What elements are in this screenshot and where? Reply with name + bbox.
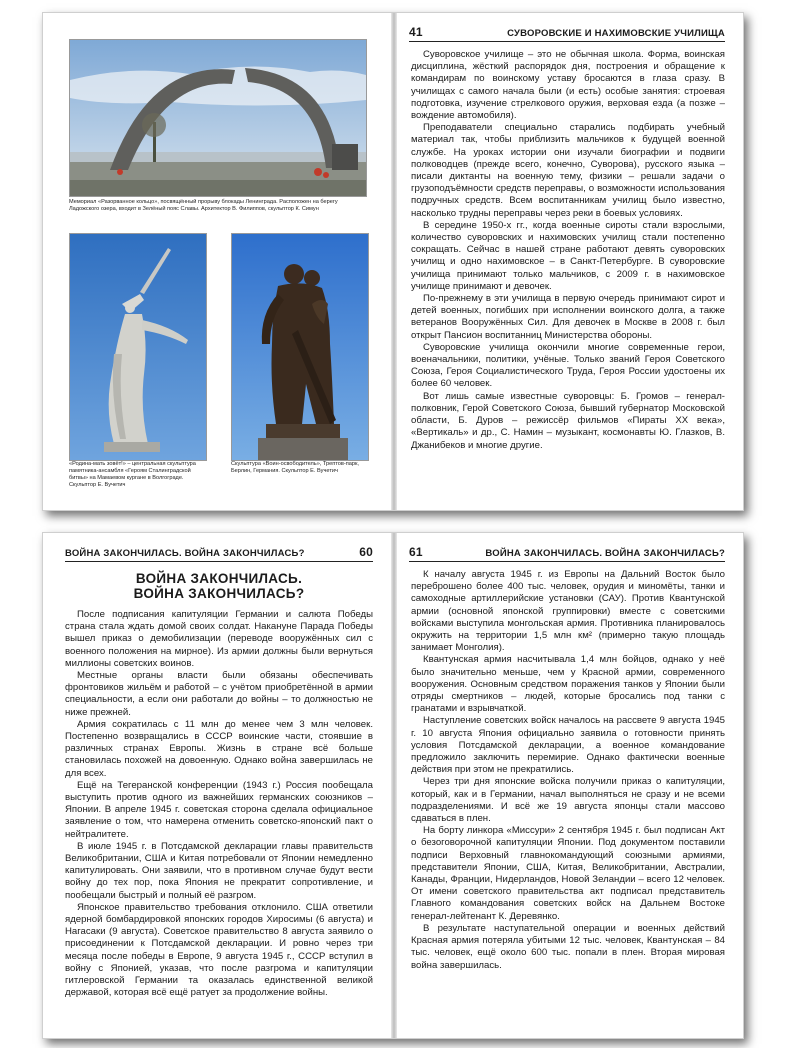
paragraph: Преподаватели специально старались подбирать учебный материал так, чтобы приблизить мальчиков к будущей военной службе. На уроках истории они изучали биографии и подвиги полководцев (прежде всего, конечно, Суворова), русского языка – писали диктанты на военную тему, физики – решали задачи о грузоподъёмности средств переправы, о возможности использования подручных средств. Всем воспитанникам училищ было известно, насколько трудны переправы через реки в боевых условиях.	[411, 122, 725, 219]
page-60	[43, 533, 391, 1038]
running-title: ВОЙНА ЗАКОНЧИЛАСЬ. ВОЙНА ЗАКОНЧИЛАСЬ?	[485, 548, 725, 559]
paragraph: На борту линкора «Миссури» 2 сентября 1945 г. был подписан Акт о безоговорочной капитуляции Японии. Под документом поставили подписи Верховный главнокомандующий союзными армиями, представители Японии, США, Китая, Великобритании, Австралии, Канады, Франции, Нидерландов, Новой Зеландии – всего 12 человек. От имени советского правительства акт подписал представитель Главного командования советских войск на Дальнем Востоке генерал-лейтенант К. Деревянко.	[411, 825, 725, 922]
paragraph: Ещё на Тегеранской конференции (1943 г.) Россия пообещала выступить против одного из важнейших германских союзников – Японии. В апреле 1945 г. советская сторона сделала официальное заявление о том, что намерена отменить советско-японский пакт о нейтралитете.	[65, 779, 373, 840]
top-spread	[42, 12, 744, 511]
paragraph: В результате наступательной операции и военных действий Красная армия потеряла убитыми 12 тыс. человек, Квантунская – 84 тыс. человек, ещё около 600 тыс. попали в плен. Вторая мировая война завершилась.	[411, 922, 725, 971]
photo-broken-ring-memorial	[69, 39, 367, 197]
paragraph: Местные органы власти были обязаны обеспечивать фронтовиков жильём и работой – с учётом приобретённой в армии специальности, а если они работали до войны – то должностью не ниже прежней.	[65, 670, 373, 718]
chapter-title-line: ВОЙНА ЗАКОНЧИЛАСЬ.	[135, 571, 303, 586]
paragraph: Квантунская армия насчитывала 1,4 млн бойцов, однако у неё было значительно меньше, чем у Красной армии, современного вооружения. Основным средством поражения танков у Японии были отряды смертников – людей, которые бросались под танки с гранатами и взрывчаткой.	[411, 654, 725, 715]
paragraph: В июле 1945 г. в Потсдамской декларации главы правительств Великобритании, США и Китая потребовали от Японии немедленно капитулировать. Они заявили, что в противном случае будут вести войну до тех пор, пока Япония не прекратит сопротивление, и пообещали быстрый и полный её разгром.	[65, 840, 373, 901]
running-title: СУВОРОВСКИЕ И НАХИМОВСКИЕ УЧИЛИЩА	[507, 28, 725, 39]
page-number: 61	[409, 545, 423, 559]
bottom-spread	[42, 532, 744, 1039]
photo-motherland-calls	[69, 233, 207, 461]
body-text	[411, 569, 725, 972]
photo2-caption: «Родина-мать зовёт!» – центральная скульптура памятника-ансамбля «Героям Сталинградской битвы» на Мамаевом кургане в Волгограде. Скульптор Е. Вучетич	[69, 461, 196, 488]
photo3-caption: Скульптура «Воин-освободитель», Трептов-парк, Берлин, Германия. Скульптор Е. Вучетич	[231, 461, 359, 474]
paragraph: Вот лишь самые известные суворовцы: Б. Громов – генерал-полковник, Герой Советского Союза, бывший губернатор Московской области, Б. Дуров – режиссёр фильмов «Пираты XX века», «Вертикаль» и др., С. Намин – музыкант, космонавты Ю. Глазков, В. Джанибеков и многие другие.	[411, 390, 725, 451]
paragraph: К началу августа 1945 г. из Европы на Дальний Восток было переброшено более 400 тыс. человек, орудия и миномёты, танки и самоходные артиллерийские установки (САУ). Против Квантунской армии (основной японской группировки) вместе с советскими войсками выступила монгольская армия. Противника планировалось окружить на территории 1,5 млн км² (примерно такую площадь занимает Монголия).	[411, 569, 725, 654]
page-61	[397, 533, 743, 1038]
photo-soldier-liberator	[231, 233, 369, 461]
page-41	[397, 13, 743, 510]
page-header	[65, 543, 373, 562]
page-number: 60	[359, 545, 373, 559]
paragraph: После подписания капитуляции Германии и салюта Победы страна стала ждать домой своих солдат. Накануне Парада Победы вышел приказ о демобилизации (переводе вооружённых сил с военного положения на мирное). Из армии должны были вернуться миллионы советских воинов.	[65, 609, 373, 669]
page-header	[409, 543, 725, 562]
photo1-caption: Мемориал «Разорванное кольцо», посвящённый прорыву блокады Ленинграда. Расположен на берегу Ладожского озера, входит в Зелёный пояс Славы. Архитектор В. Филиппов, скульптор К. Симун	[69, 199, 338, 212]
paragraph: Японское правительство требования отклонило. США ответили ядерной бомбардировкой японских городов Хиросимы (6 августа) и Нагасаки (9 августа). Советское правительство 8 августа заявило о присоединении к Потсдамской декларации. И ровно через три месяца после победы в Европе, 9 августа 1945 г., СССР вступил в войну с Японией, указав, что после разгрома и капитуляции гитлеровской Германии та оказалась единственной великой державой, которая всё ещё ратует за продолжение войны.	[65, 901, 373, 999]
paragraph: Армия сократилась с 11 млн до менее чем 3 млн человек. Постепенно возвращались в СССР воинские части, стоявшие в различных странах Европы. Жизнь в стране всё больше становилась похожей на довоенную. Однако война завершилась не для всех.	[65, 718, 373, 779]
page-40	[43, 13, 391, 510]
chapter-title-line: ВОЙНА ЗАКОНЧИЛАСЬ?	[133, 586, 305, 601]
running-title: ВОЙНА ЗАКОНЧИЛАСЬ. ВОЙНА ЗАКОНЧИЛАСЬ?	[65, 548, 305, 559]
page-header	[409, 23, 725, 42]
paragraph: Суворовские училища окончили многие современные герои, военачальники, политики, учёные. Только званий Героя Советского Союза, Героя Социалистического Труда, Героя России удостоены их более 60 человек.	[411, 341, 725, 390]
body-text	[411, 49, 725, 452]
paragraph: В середине 1950-х гг., когда военные сироты стали взрослыми, количество суворовских и нахимовских училищ стали постепенно сокращать. Сейчас в нашей стране работают девять суворовских училищ и одно нахимовское – в Санкт-Петербурге. В суворовские училища принимают только мальчиков, с 2009 г. в нахимовское училище принимают и девочек.	[411, 219, 725, 292]
paragraph: По-прежнему в эти училища в первую очередь принимают сирот и детей военных, погибших при исполнении воинского долга, а также ветеранов Вооружённых Сил. Для девочек в Москве в 2008 г. был открыт Пансион воспитанниц Министерства обороны.	[411, 293, 725, 341]
paragraph: Через три дня японские войска получили приказ о капитуляции, который, как и в Германии, начал выполняться не сразу и не всеми подразделениями. И всё же 19 августа японцы стали массово сдаваться в плен.	[411, 776, 725, 825]
page-number: 41	[409, 25, 423, 39]
body-text	[65, 609, 373, 1000]
chapter-title	[65, 571, 373, 601]
paragraph: Суворовское училище – это не обычная школа. Форма, воинская дисциплина, жёсткий распорядок дня, построения и обращение к командирам по воинскому уставу бросаются в глаза сразу. В училищах с самого начала были (и есть) особые занятия: строевая подготовка, изучение стрелкового оружия, верховая езда (а позже – вождение автомобиля).	[411, 49, 725, 122]
paragraph: Наступление советских войск началось на рассвете 9 августа 1945 г. 10 августа Япония официально заявила о готовности принять условия Потсдамской декларации, а военное командование предложило заключить перемирие. Однако фактически военные действия при этом не прекратились.	[411, 715, 725, 776]
